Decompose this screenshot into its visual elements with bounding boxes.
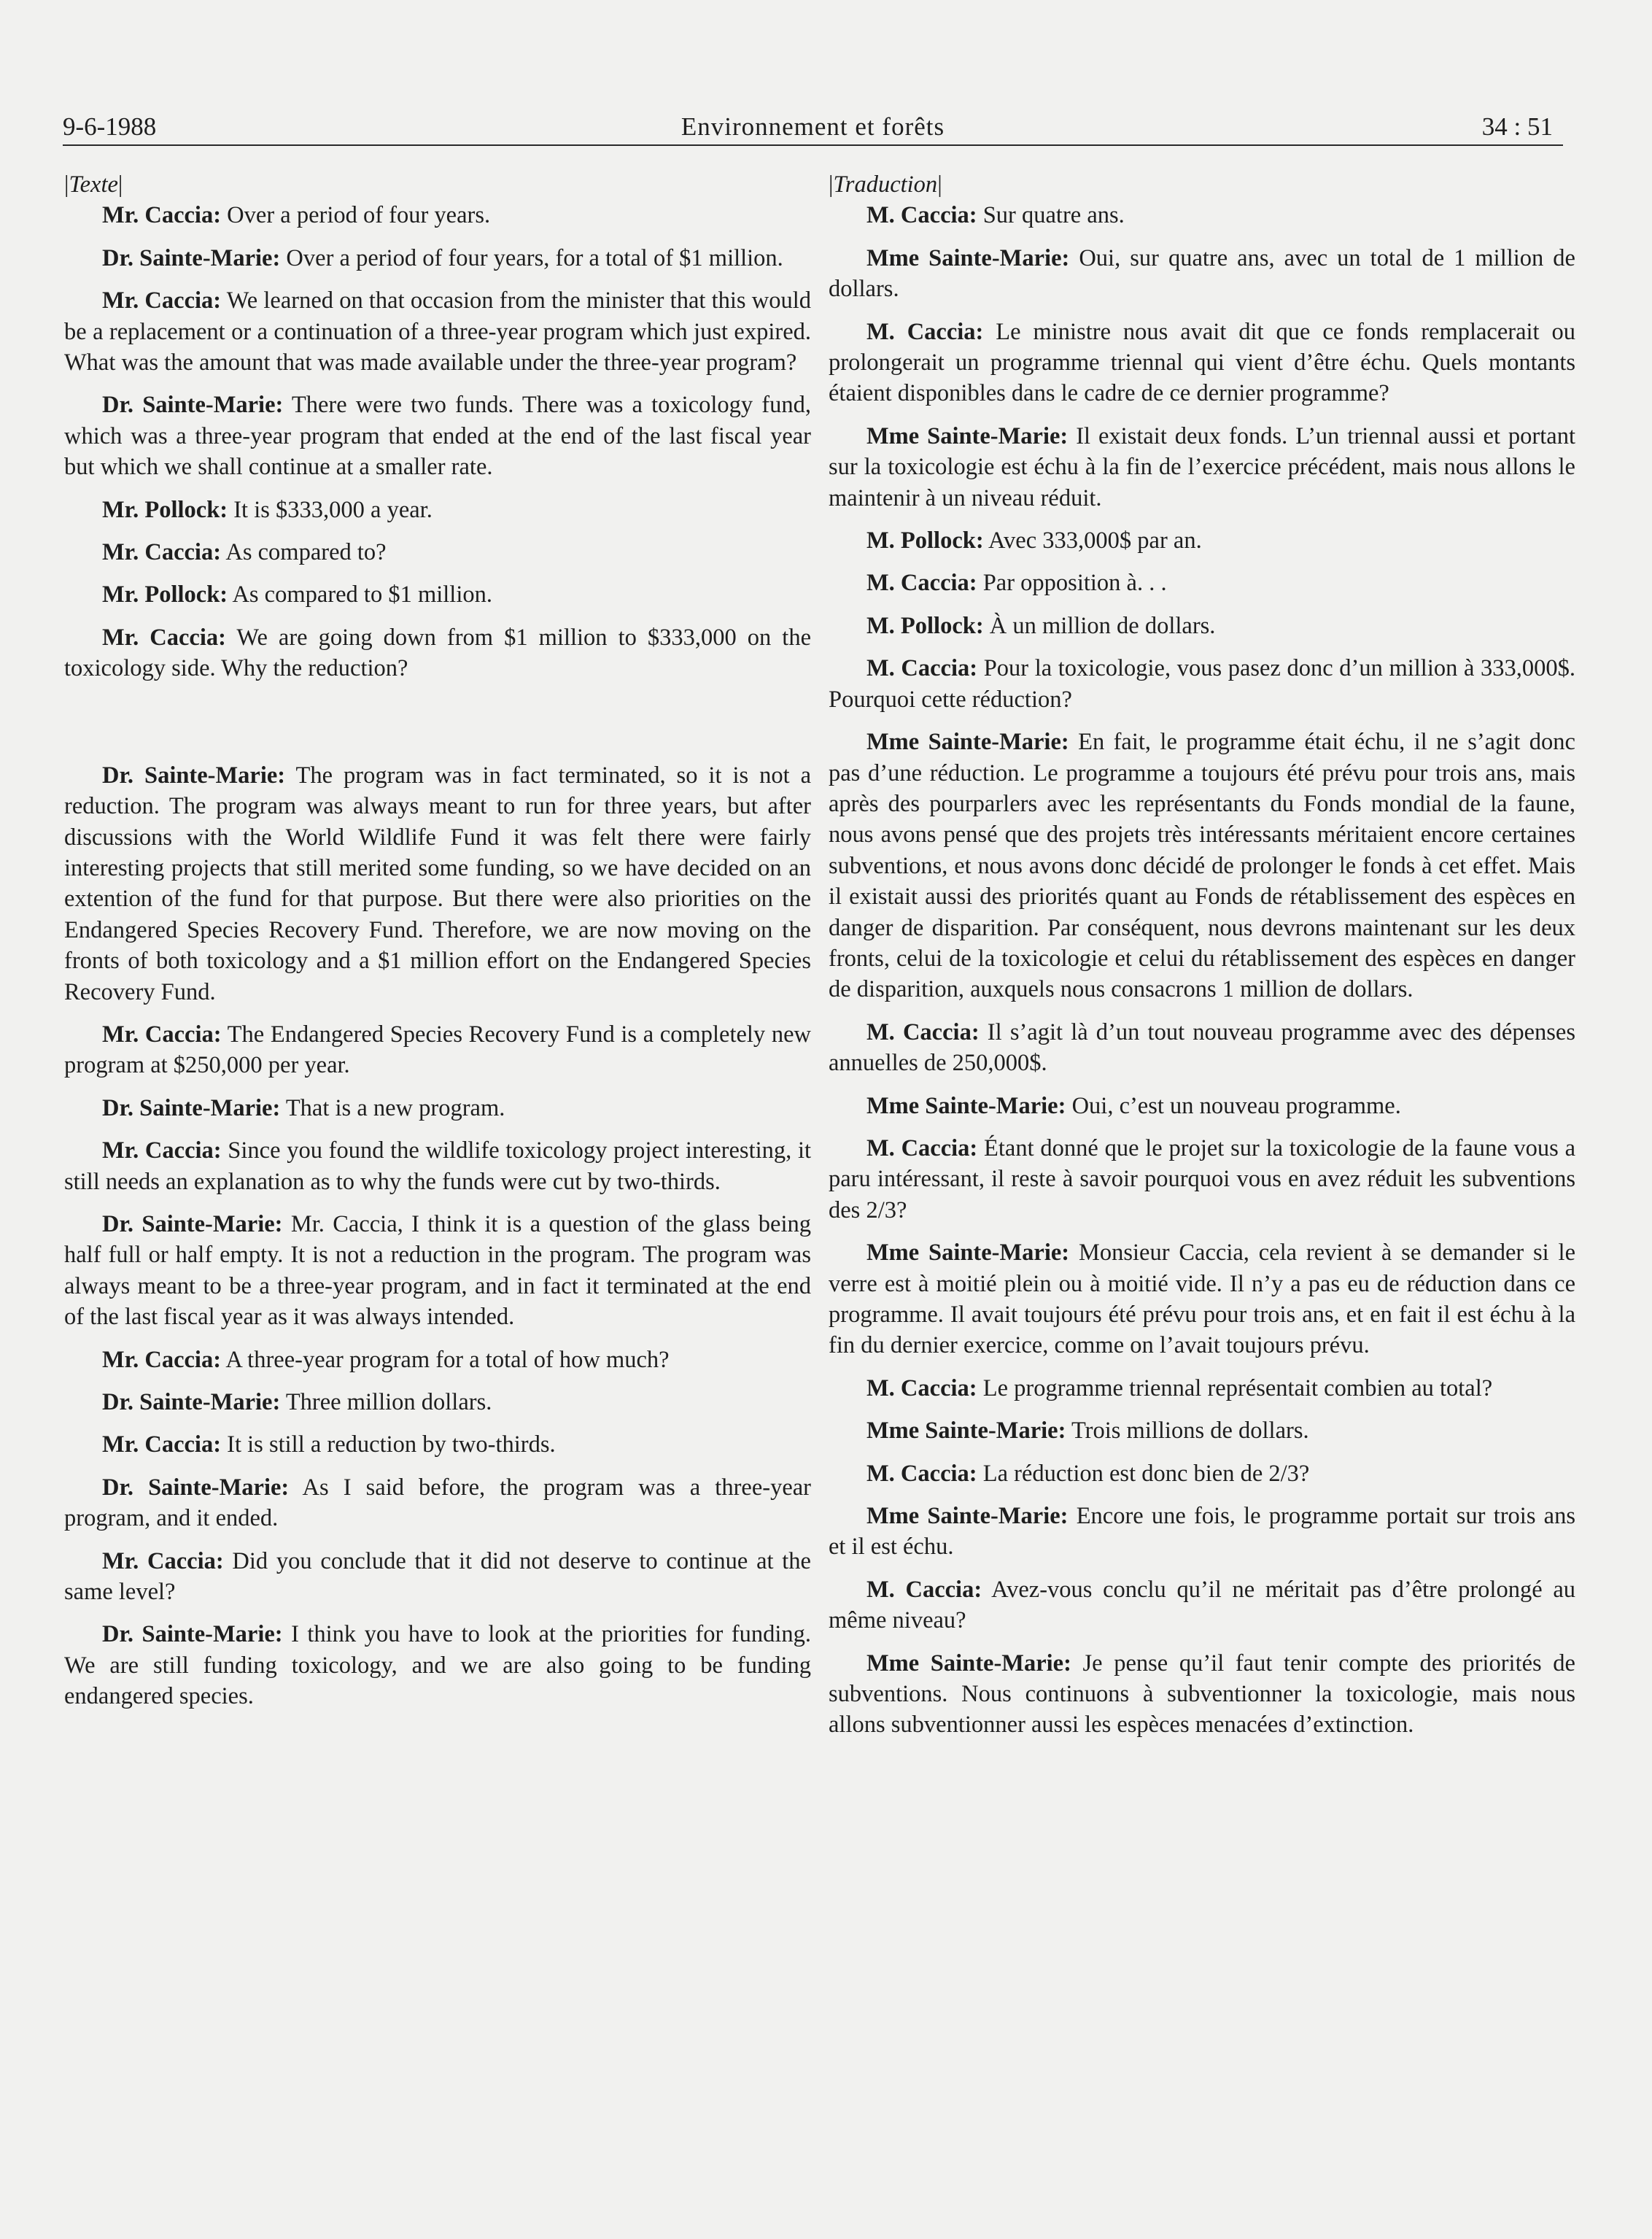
speech-paragraph [829, 568, 1575, 598]
speech-text: Oui, sur quatre ans, avec un total de 1 million de dollars. [829, 244, 1575, 303]
speaker-name: Mr. Caccia: [102, 1346, 222, 1373]
speech-paragraph [64, 1209, 811, 1333]
speech-paragraph [64, 1345, 811, 1375]
speech-text: Encore une fois, le programme portait sur trois ans et il est échu. [829, 1503, 1575, 1561]
speaker-name: Dr. Sainte-Marie: [102, 1621, 283, 1648]
speaker-name: Mme Sainte-Marie: [866, 1650, 1071, 1677]
english-column [64, 169, 811, 1724]
speaker-name: M. Pollock: [866, 527, 984, 554]
speech-text: Je pense qu’il faut tenir compte des priorités de subventions. Nous continuons à subventionner la toxicologie, mais nous allons subventionner aussi les espèces menacées d’extinction. [829, 1650, 1575, 1739]
translation-tag: |Traduction| [829, 171, 942, 198]
speech-text: Pour la toxicologie, vous pasez donc d’un million à 333,000$. Pourquoi cette réduction? [829, 655, 1575, 713]
header-page-number: 34 : 51 [1481, 112, 1553, 141]
speech-text: Oui, c’est un nouveau programme. [1066, 1092, 1401, 1119]
speech-text: It is $333,000 a year. [228, 496, 433, 523]
speaker-name: Mme Sainte-Marie: [866, 1240, 1070, 1267]
speech-paragraph [829, 1091, 1575, 1121]
speaker-name: Mme Sainte-Marie: [866, 1092, 1066, 1119]
speaker-name: M. Caccia: [866, 1134, 978, 1161]
speaker-name: Mr. Pollock: [102, 581, 228, 608]
speech-text: As I said before, the program was a three-year program, and it ended. [64, 1474, 812, 1532]
speaker-name: Mme Sainte-Marie: [866, 729, 1069, 756]
speaker-name: Dr. Sainte-Marie: [102, 392, 284, 419]
speech-text: Il s’agit là d’un tout nouveau programme avec des dépenses annuelles de 250,000$. [829, 1018, 1575, 1077]
speech-paragraph [829, 243, 1575, 305]
speech-paragraph [64, 622, 811, 684]
speech-text: Le ministre nous avait dit que ce fonds remplacerait ou prolongerait un programme triennal qui vient d’être échu. Quels montants étaient disponibles dans le cadre de ce dernier programme? [829, 318, 1575, 407]
speaker-name: M. Caccia: [866, 655, 978, 682]
speech-paragraph [64, 1472, 811, 1534]
speaker-name: Dr. Sainte-Marie: [102, 1389, 281, 1415]
speech-text: Trois millions de dollars. [1066, 1418, 1309, 1445]
text-tag: |Texte| [64, 171, 123, 198]
speech-paragraph [829, 1458, 1575, 1489]
speech-text: Monsieur Caccia, cela revient à se demander si le verre est à moitié plein ou à moitié vide. Il n’y a pas eu de réduction dans ce programme. Il avait toujours été prévu pour trois ans, et en fait il est échu à la fin du dernier exercice, comme on l’avait toujours prévu. [829, 1240, 1575, 1359]
speech-text: There were two funds. There was a toxicology fund, which was a three-year program that ended at the end of the last fiscal year but which we shall continue at a smaller rate. [64, 392, 812, 481]
speaker-name: Mme Sainte-Marie: [866, 1503, 1069, 1530]
speech-text: The Endangered Species Recovery Fund is a completely new program at $250,000 per year. [64, 1021, 811, 1079]
speaker-name: Mr. Caccia: [102, 1137, 222, 1164]
speech-paragraph [64, 1429, 811, 1460]
speech-text: Par opposition à. . . [977, 570, 1167, 597]
speaker-name: M. Caccia: [866, 1576, 982, 1603]
french-column [829, 169, 1575, 1752]
speech-paragraph [829, 611, 1575, 641]
speaker-name: Dr. Sainte-Marie: [102, 1094, 281, 1121]
speaker-name: Mr. Caccia: [102, 1431, 222, 1458]
speaker-name: Mr. Caccia: [102, 539, 222, 566]
speaker-name: Mr. Caccia: [102, 202, 222, 229]
speaker-name: Mr. Caccia: [102, 287, 222, 314]
speech-text: We learned on that occasion from the minister that this would be a replacement or a continuation of a three-year program which just expired. What was the amount that was made available under the three-year program? [64, 287, 811, 376]
speech-paragraph [829, 1237, 1575, 1361]
speech-text: Sur quatre ans. [977, 202, 1125, 229]
speech-paragraph [64, 243, 811, 274]
speech-text: Over a period of four years. [221, 202, 491, 229]
speech-text: The program was in fact terminated, so it is not a reduction. The program was always meant to run for three years, but after discussions with the World Wildlife Fund it was felt there were fairly interesting projects that still merited some funding, so we have decided on an extention of the fund for that purpose. But there were also priorities on the Endangered Species Recovery Fund. Therefore, we are now moving on the fronts of both toxicology and a $1 million effort on the Endangered Species Recovery Fund. [64, 762, 811, 1005]
speech-text: Avec 333,000$ par an. [983, 527, 1202, 554]
speaker-name: Dr. Sainte-Marie: [102, 1474, 290, 1501]
speaker-name: Dr. Sainte-Marie: [102, 244, 281, 271]
page-header [63, 108, 1563, 146]
speaker-name: M. Caccia: [866, 202, 977, 229]
speech-paragraph [829, 1415, 1575, 1446]
speech-paragraph [64, 390, 811, 482]
speech-paragraph [829, 653, 1575, 715]
speech-text: As compared to $1 million. [228, 581, 492, 608]
speech-text: It is still a reduction by two-thirds. [221, 1431, 556, 1458]
speaker-name: M. Caccia: [866, 570, 977, 597]
speech-paragraph [64, 1019, 811, 1081]
speech-paragraph [829, 1017, 1575, 1079]
speech-text: Avez-vous conclu qu’il ne méritait pas d’être prolongé au même niveau? [829, 1576, 1575, 1634]
speech-paragraph [64, 760, 811, 1008]
speaker-name: M. Caccia: [866, 318, 984, 345]
speech-text: Three million dollars. [280, 1389, 492, 1415]
speech-paragraph [829, 525, 1575, 556]
header-title: Environnement et forêts [680, 112, 945, 141]
speech-text: As compared to? [221, 539, 387, 566]
speaker-name: Mr. Caccia: [102, 1547, 224, 1574]
speech-paragraph [64, 200, 811, 231]
speech-paragraph [829, 1501, 1575, 1563]
speech-paragraph [829, 1574, 1575, 1636]
speech-paragraph [64, 579, 811, 610]
speaker-name: M. Caccia: [866, 1018, 980, 1045]
speech-text: La réduction est donc bien de 2/3? [977, 1460, 1310, 1487]
speaker-name: Mme Sainte-Marie: [866, 1418, 1066, 1445]
speech-text: Since you found the wildlife toxicology project interesting, it still needs an explanation as to why the funds were cut by two-thirds. [64, 1137, 811, 1195]
speech-text: That is a new program. [280, 1094, 505, 1121]
speech-paragraph [829, 1648, 1575, 1741]
speaker-name: Mr. Pollock: [102, 496, 228, 523]
speech-text: Étant donné que le projet sur la toxicologie de la faune vous a paru intéressant, il reste à savoir pourquoi vous en avez réduit les subventions des 2/3? [829, 1134, 1575, 1223]
speech-paragraph [829, 1133, 1575, 1226]
speech-text: We are going down from $1 million to $333,000 on the toxicology side. Why the reduction? [64, 624, 812, 682]
speech-paragraph [829, 200, 1575, 231]
speaker-name: Mme Sainte-Marie: [866, 244, 1070, 271]
speech-text: A three-year program for a total of how much? [221, 1346, 670, 1373]
speech-text: Le programme triennal représentait combien au total? [977, 1374, 1493, 1401]
speaker-name: M. Pollock: [866, 612, 984, 639]
speech-text: Mr. Caccia, I think it is a question of the glass being half full or half empty. It is not a reduction in the program. The program was always meant to be a three-year program, and in fact it terminated at the end of the last fiscal year as it was always intended. [64, 1210, 811, 1331]
speech-paragraph [829, 317, 1575, 409]
speaker-name: Mr. Caccia: [102, 1021, 222, 1048]
speech-paragraph [829, 421, 1575, 514]
speech-paragraph [64, 1546, 811, 1608]
speech-paragraph [64, 1135, 811, 1197]
speech-text: Did you conclude that it did not deserve to continue at the same level? [64, 1547, 811, 1606]
speech-paragraph [64, 285, 811, 378]
speech-paragraph [829, 727, 1575, 1005]
speech-text: Il existait deux fonds. L’un triennal aussi et portant sur la toxicologie est échu à la fin de l’exercice précédent, mais nous allons le maintenir à un niveau réduit. [829, 422, 1575, 511]
speech-paragraph [829, 1373, 1575, 1404]
speaker-name: Mr. Caccia: [102, 624, 226, 651]
speech-text: I think you have to look at the priorities for funding. We are still funding toxicology, and we are also going to be funding endangered species. [64, 1621, 811, 1710]
speech-paragraph [64, 495, 811, 525]
speech-paragraph [64, 1093, 811, 1124]
speaker-name: M. Caccia: [866, 1460, 977, 1487]
speech-paragraph [64, 1619, 811, 1712]
speech-text: En fait, le programme était échu, il ne s’agit donc pas d’une réduction. Le programme a toujours été prévu pour trois ans, mais après des pourparlers avec les représentants du Fonds mondial de la faune, nous avons pensé que des projets très intéressants méritaient encore certaines subventions, et nous avons donc décidé de prolonger le fonds à cet effet. Mais il existait aussi des priorités quant au Fonds de rétablissement des espèces en danger de disparition. Par conséquent, nous devrons maintenant sur les deux fronts, celui de la toxicologie et celui du rétablissement des espèces en danger de disparition, auxquels nous consacrons 1 million de dollars. [829, 729, 1575, 1003]
speech-text: Over a period of four years, for a total of $1 million. [280, 244, 783, 271]
speech-text: À un million de dollars. [983, 612, 1216, 639]
header-date: 9-6-1988 [63, 112, 157, 141]
speech-paragraph [64, 537, 811, 568]
speaker-name: Dr. Sainte-Marie: [102, 1210, 283, 1237]
speaker-name: M. Caccia: [866, 1374, 977, 1401]
speech-paragraph [64, 1387, 811, 1418]
speaker-name: Dr. Sainte-Marie: [102, 762, 286, 789]
speaker-name: Mme Sainte-Marie: [866, 422, 1069, 449]
